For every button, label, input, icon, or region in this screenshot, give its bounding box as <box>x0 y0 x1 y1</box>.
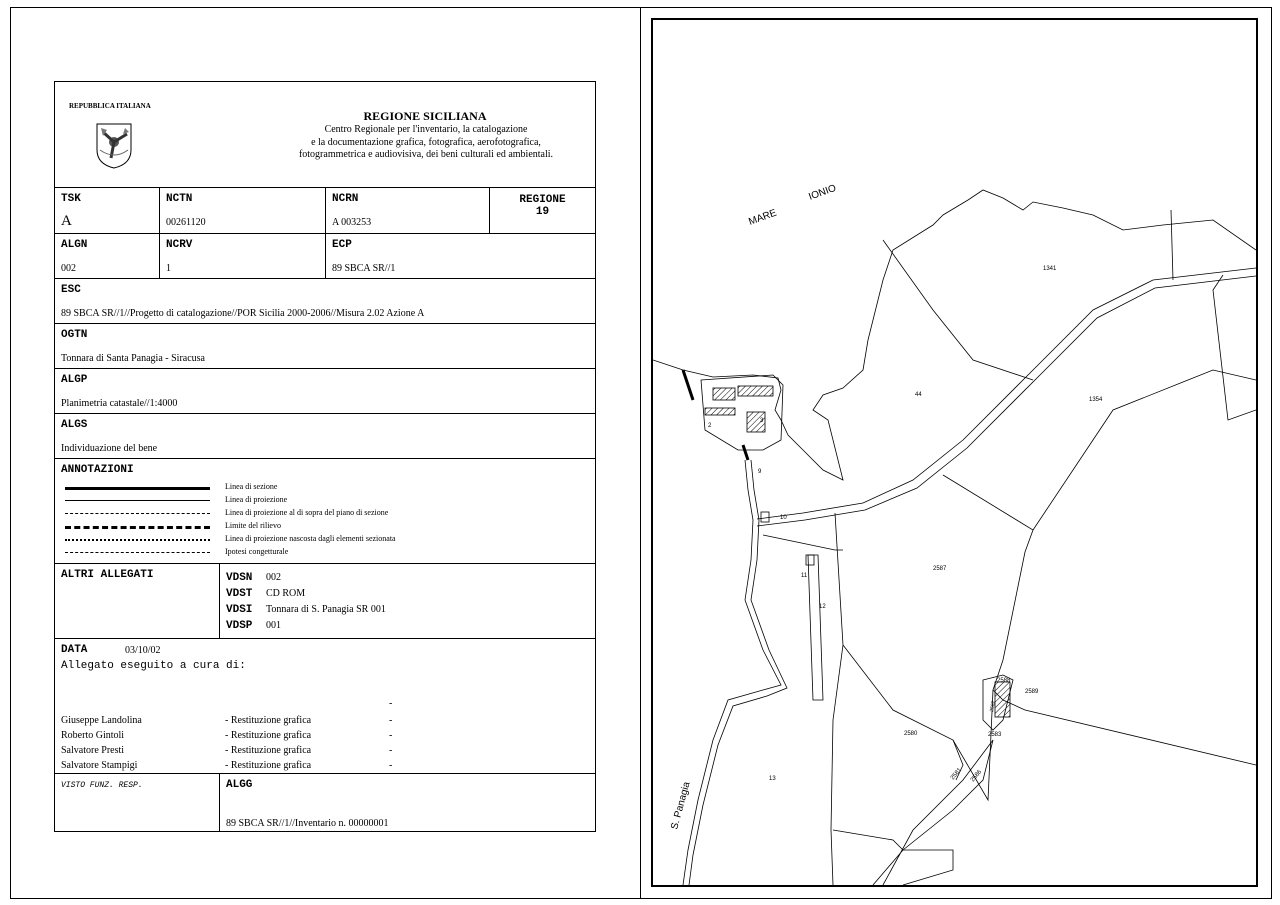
allegato-item: VDSP 001 <box>226 620 281 632</box>
republic-label: REPUBBLICA ITALIANA <box>69 102 151 110</box>
parcel-label: 2583 <box>988 732 1002 738</box>
row-algs <box>55 413 595 458</box>
parcel-label: 2589 <box>1025 689 1039 695</box>
legend-line-hypothesis <box>65 552 210 553</box>
legend-text: Linea di proiezione al di sopra del piano di sezione <box>225 508 389 517</box>
algn-label: ALGN <box>61 239 88 251</box>
row-data <box>55 638 595 773</box>
parcel-label: 2582 <box>989 700 997 713</box>
ecp-value: 89 SBCA SR//1 <box>332 263 396 274</box>
region-subtitle <box>281 124 571 162</box>
legend-text: Linea di sezione <box>225 482 278 491</box>
parcel-label: 9 <box>758 469 762 475</box>
row-allegati <box>55 563 595 638</box>
nctn-value: 00261120 <box>166 217 206 228</box>
algp-value: Planimetria catastale//1:4000 <box>61 398 178 409</box>
legend-line-hidden <box>65 539 210 541</box>
data-label: DATA <box>61 644 88 656</box>
parcel-label: 3 <box>760 418 764 424</box>
card-header <box>55 82 595 187</box>
row-algn <box>55 233 595 278</box>
parcel-label: 44 <box>915 392 922 398</box>
legend-text: Linea di proiezione nascosta dagli elementi sezionata <box>225 534 396 543</box>
parcel-label: 11 <box>801 573 808 579</box>
algp-label: ALGP <box>61 374 88 386</box>
legend-text: Ipotesi congetturale <box>225 547 289 556</box>
data-note: Allegato eseguito a cura di: <box>61 660 246 672</box>
ncrn-label: NCRN <box>332 193 359 205</box>
esc-label: ESC <box>61 284 81 296</box>
row-tsk <box>55 187 595 233</box>
region-title: REGIONE SICILIANA <box>363 109 487 123</box>
regione-value: 19 <box>535 206 550 218</box>
algg-value: 89 SBCA SR//1//Inventario n. 00000001 <box>226 818 389 829</box>
sea-label: MARE <box>747 207 779 228</box>
parcel-label: 2587 <box>933 566 947 572</box>
catalog-card <box>54 81 596 832</box>
credit-row: Giuseppe Landolina - Restituzione grafica - <box>61 715 393 726</box>
cell-allegati-list <box>219 564 595 638</box>
ogtn-label: OGTN <box>61 329 88 341</box>
cell-ecp <box>325 234 595 278</box>
tsk-value: A <box>61 213 72 229</box>
credit-row: Salvatore Presti - Restituzione grafica - <box>61 745 393 756</box>
algg-label: ALGG <box>226 779 253 791</box>
visto-label: VISTO FUNZ. RESP. <box>61 781 143 790</box>
legend-line-projection <box>65 500 210 501</box>
ncrv-value: 1 <box>166 263 171 274</box>
parcel-label: 13 <box>769 776 776 782</box>
legend-text: Limite del rilievo <box>225 521 281 530</box>
row-algp <box>55 368 595 413</box>
cell-nctn <box>159 188 325 233</box>
page-divider <box>640 7 641 899</box>
nctn-label: NCTN <box>166 193 193 205</box>
cell-visto <box>55 774 219 831</box>
data-date: 03/10/02 <box>125 645 161 656</box>
parcel-label: 2588 <box>997 678 1011 684</box>
parcel-label: 12 <box>819 604 826 610</box>
parcel-label: 10 <box>780 515 787 521</box>
esc-value: 89 SBCA SR//1//Progetto di catalogazione//POR Sicilia 2000-2006//Misura 2.02 Azione A <box>61 308 425 319</box>
sea-label: IONIO <box>807 182 838 203</box>
cell-regione <box>489 188 595 233</box>
row-annotazioni <box>55 458 595 563</box>
map-drawing <box>653 20 1256 885</box>
tsk-label: TSK <box>61 193 81 205</box>
annotazioni-label: ANNOTAZIONI <box>61 464 134 476</box>
credit-dash: - <box>389 698 393 709</box>
row-esc <box>55 278 595 323</box>
subtitle-line: e la documentazione grafica, fotografica, aerofotografica, <box>311 136 541 148</box>
algs-label: ALGS <box>61 419 88 431</box>
parcel-label: 2586 <box>969 769 984 784</box>
ogtn-value: Tonnara di Santa Panagia - Siracusa <box>61 353 205 364</box>
legend-text: Linea di proiezione <box>225 495 288 504</box>
allegato-item: VDSI Tonnara di S. Panagia SR 001 <box>226 604 386 616</box>
cell-ncrn <box>325 188 489 233</box>
subtitle-line: fotogrammetrica e audiovisiva, dei beni culturali ed ambientali. <box>298 149 554 160</box>
road-label: S. Panagia <box>669 780 693 831</box>
allegati-label: ALTRI ALLEGATI <box>61 569 154 581</box>
cell-allegati-label <box>55 564 219 638</box>
legend-line-section <box>65 487 210 490</box>
legend-line-limit <box>65 526 210 529</box>
credits-list <box>61 713 595 773</box>
allegato-item: VDST CD ROM <box>226 588 306 600</box>
parcel-label: 2 <box>708 423 712 429</box>
row-ogtn <box>55 323 595 368</box>
cell-algg <box>219 774 595 831</box>
cell-algn <box>55 234 159 278</box>
subtitle-line: Centro Regionale per l'inventario, la catalogazione <box>324 124 528 135</box>
parcel-label: 1354 <box>1089 397 1103 403</box>
credit-row: Salvatore Stampigi - Restituzione grafica - <box>61 760 393 771</box>
row-footer <box>55 773 595 831</box>
ncrv-label: NCRV <box>166 239 193 251</box>
algn-value: 002 <box>61 263 76 274</box>
cell-ncrv <box>159 234 325 278</box>
region-emblem-icon <box>95 120 133 170</box>
cell-tsk <box>55 188 159 233</box>
legend-line-above <box>65 513 210 514</box>
allegato-item: VDSN 002 <box>226 572 281 584</box>
parcel-label: 1341 <box>1043 266 1057 272</box>
parcel-label: 2581 <box>949 767 964 782</box>
ncrn-value: A 003253 <box>332 217 372 228</box>
parcel-label: 2580 <box>904 731 918 737</box>
ecp-label: ECP <box>332 239 352 251</box>
credit-row: Roberto Gintoli - Restituzione grafica - <box>61 730 393 741</box>
regione-label: REGIONE <box>519 194 566 206</box>
cadastral-map <box>651 18 1258 887</box>
algs-value: Individuazione del bene <box>61 443 158 454</box>
